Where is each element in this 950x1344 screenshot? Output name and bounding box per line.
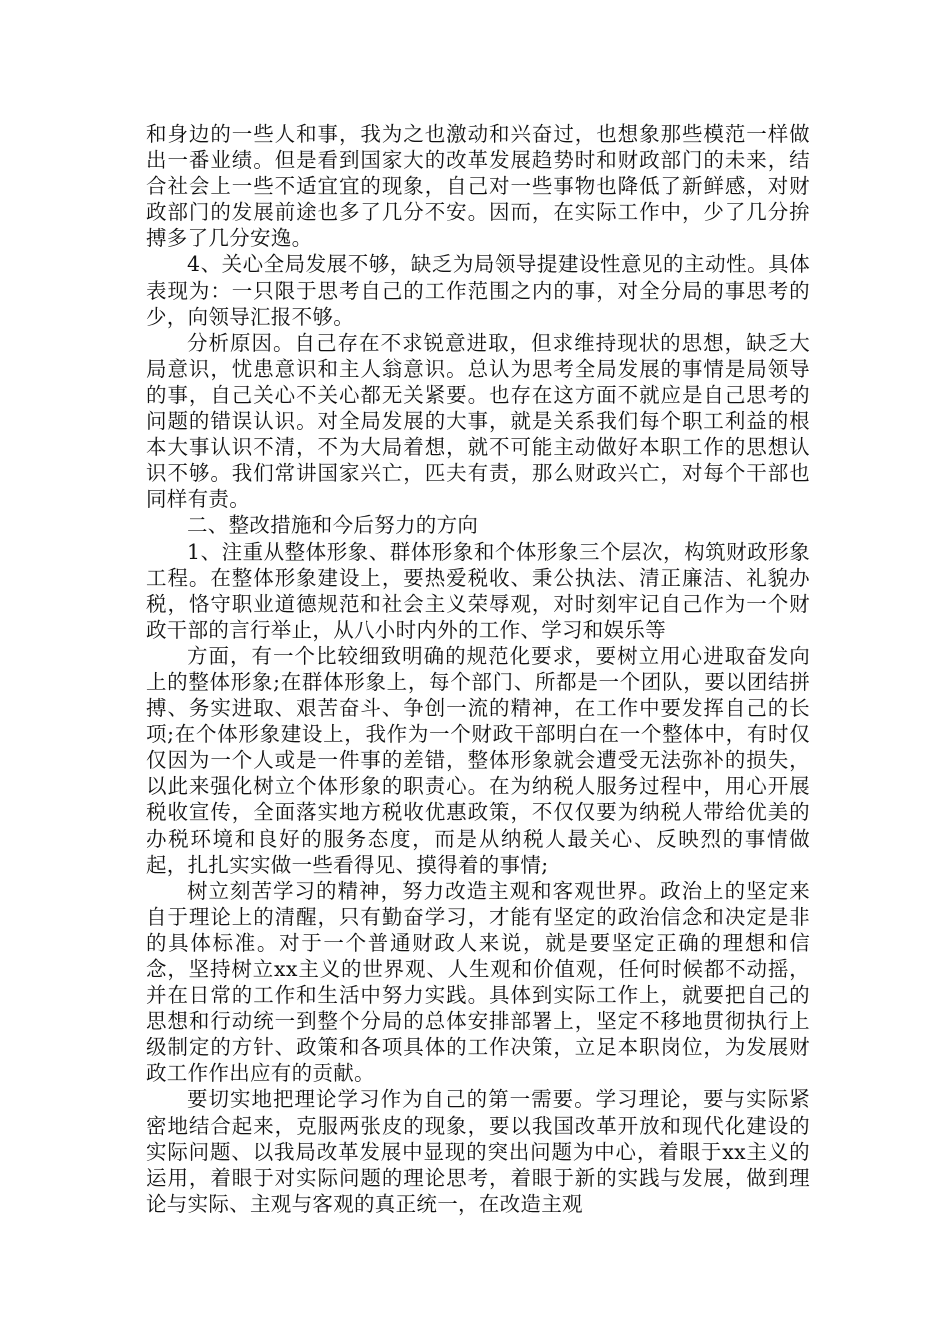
paragraph: 要切实地把理论学习作为自己的第一需要。学习理论，要与实际紧密地结合起来，克服两张皮的现象，要以我国改革开放和现代化建设的实际问题、以我局改革发展中显现的突出问题为中心，着眼于xx主义的运用，着眼于对实际问题的理论思考，着眼于新的实践与发展，做到理论与实际、主观与客观的真正统一，在改造主观 <box>146 1087 810 1216</box>
section-heading: 二、整改措施和今后努力的方向 <box>187 513 479 538</box>
paragraph: 4、关心全局发展不够，缺乏为局领导提建设性意见的主动性。具体表现为：一只限于思考自己的工作范围之内的事，对全分局的事思考的少，向领导汇报不够。 <box>146 252 810 329</box>
paragraph: 方面，有一个比较细致明确的规范化要求，要树立用心进取奋发向上的整体形象;在群体形象上，每个部门、所都是一个团队，要以团结拼搏、务实进取、艰苦奋斗、争创一流的精神，在工作中要发挥自己的长项;在个体形象建设上，我作为一个财政干部明白在一个整体中，有时仅仅因为一个人或是一件事的差错，整体形象就会遭受无法弥补的损失，以此来强化树立个体形象的职责心。在为纳税人服务过程中，用心开展税收宣传，全面落实地方税收优惠政策，不仅仅要为纳税人带给优美的办税环境和良好的服务态度，而是从纳税人最关心、反映烈的事情做起，扎扎实实做一些看得见、摸得着的事情; <box>146 643 810 877</box>
paragraph: 树立刻苦学习的精神，努力改造主观和客观世界。政治上的坚定来自于理论上的清醒，只有勤奋学习，才能有坚定的政治信念和决定是非的具体标准。对于一个普通财政人来说，就是要坚定正确的理想和信念，坚持树立xx主义的世界观、人生观和价值观，任何时候都不动摇，并在日常的工作和生活中努力实践。具体到实际工作上，就要把自己的思想和行动统一到整个分局的总体安排部署上，坚定不移地贯彻执行上级制定的方针、政策和各项具体的工作决策，立足本职岗位，为发展财政工作作出应有的贡献。 <box>146 878 810 1086</box>
paragraph: 分析原因。自己存在不求锐意进取，但求维持现状的思想，缺乏大局意识，忧患意识和主人翁意识。总认为思考全局发展的事情是局领导的事，自己关心不关心都无关紧要。也存在这方面不就应是自己思考的问题的错误认识。对全局发展的大事，就是关系我们每个职工利益的根本大事认识不清，不为大局着想，就不可能主动做好本职工作的思想认识不够。我们常讲国家兴亡，匹夫有责，那么财政兴亡，对每个干部也同样有责。 <box>146 330 810 512</box>
document-body <box>146 121 810 1217</box>
paragraph: 1、注重从整体形象、群体形象和个体形象三个层次，构筑财政形象工程。在整体形象建设上，要热爱税收、秉公执法、清正廉洁、礼貌办税，恪守职业道德规范和社会主义荣辱观，对时刻牢记自己作为一个财政干部的言行举止，从八小时内外的工作、学习和娱乐等 <box>146 539 810 642</box>
paragraph: 和身边的一些人和事，我为之也激动和兴奋过，也想象那些模范一样做出一番业绩。但是看到国家大的改革发展趋势时和财政部门的未来，结合社会上一些不适宜宜的现象，自己对一些事物也降低了新鲜感，对财政部门的发展前途也多了几分不安。因而，在实际工作中，少了几分拚搏多了几分安逸。 <box>146 122 810 251</box>
